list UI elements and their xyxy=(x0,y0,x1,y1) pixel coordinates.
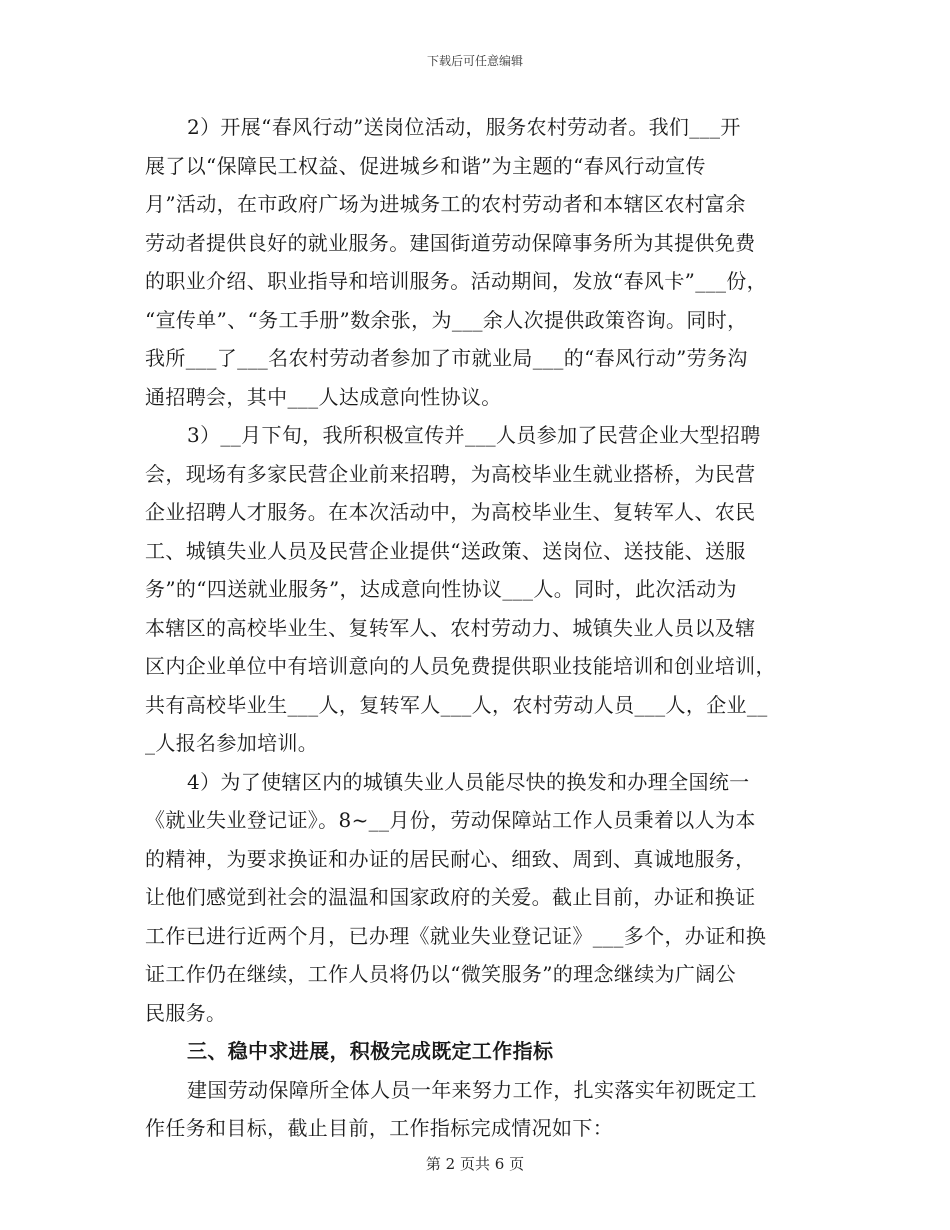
section-heading: 三、稳中求进展，积极完成既定工作指标 xyxy=(187,1039,554,1063)
body-line: 工、城镇失业人员及民营企业提供“送政策、送岗位、送技能、送服 xyxy=(145,538,746,563)
body-line: 4）为了使辖区内的城镇失业人员能尽快的换发和办理全国统一 xyxy=(187,769,750,794)
body-line: 《就业失业登记证》。8~__月份，劳动保障站工作人员秉着以人为本 xyxy=(145,808,756,832)
body-line: “宣传单”、“务工手册”数余张，为___余人次提供政策咨询。同时， xyxy=(145,307,748,332)
body-line: 2）开展“春风行动”送岗位活动，服务农村劳动者。我们___开 xyxy=(187,115,741,139)
body-line: 让他们感觉到社会的温温和国家政府的关爱。截止目前，办证和换证 xyxy=(145,885,756,909)
body-line: 工作已进行近两个月，已办理《就业失业登记证》___多个，办证和换 xyxy=(145,923,767,948)
body-line: 企业招聘人才服务。在本次活动中，为高校毕业生、复转军人、农民 xyxy=(145,500,756,524)
body-line: 区内企业单位中有培训意向的人员免费提供职业技能培训和创业培训， xyxy=(145,654,776,678)
body-line: 劳动者提供良好的就业服务。建国街道劳动保障事务所为其提供免费 xyxy=(145,230,756,255)
body-line: 展了以“保障民工权益、促进城乡和谐”为主题的“春风行动宣传 xyxy=(145,153,706,178)
body-line: 的职业介绍、职业指导和培训服务。活动期间，发放“春风卡”___份， xyxy=(145,269,767,293)
body-line: 证工作仍在继续，工作人员将仍以“微笑服务”的理念继续为广阔公 xyxy=(145,962,736,986)
body-line: 民服务。 xyxy=(145,1000,227,1025)
body-line: 3）__月下旬，我所积极宣传并___人员参加了民营企业大型招聘 xyxy=(187,423,761,447)
body-line: 我所___了___名农村劳动者参加了市就业局___的“春风行动”劳务沟 xyxy=(145,346,748,370)
body-line: 共有高校毕业生___人，复转军人___人，农村劳动人员___人，企业__ xyxy=(145,692,768,717)
body-line: 会，现场有多家民营企业前来招聘，为高校毕业生就业搭桥，为民营 xyxy=(145,461,756,486)
body-line: 务”的“四送就业服务”，达成意向性协议___人。同时，此次活动为 xyxy=(145,577,737,601)
body-line: 的精神，为要求换证和办证的居民耐心、细致、周到、真诚地服务， xyxy=(145,846,756,871)
body-line: 作任务和目标，截止目前，工作指标完成情况如下： xyxy=(145,1116,614,1140)
body-line: 本辖区的高校毕业生、复转军人、农村劳动力、城镇失业人员以及辖 xyxy=(145,615,756,640)
page-header: 下载后可任意编辑 xyxy=(426,54,523,68)
page-footer: 第 2 页共 6 页 xyxy=(425,1155,525,1173)
body-line: 月”活动，在市政府广场为进城务工的农村劳动者和本辖区农村富余 xyxy=(145,192,746,216)
body-line: _人报名参加培训。 xyxy=(145,731,319,755)
body-line: 通招聘会，其中___人达成意向性协议。 xyxy=(145,384,502,409)
body-line: 建国劳动保障所全体人员一年来努力工作，扎实落实年初既定工 xyxy=(187,1077,757,1102)
document-body xyxy=(145,108,805,1148)
